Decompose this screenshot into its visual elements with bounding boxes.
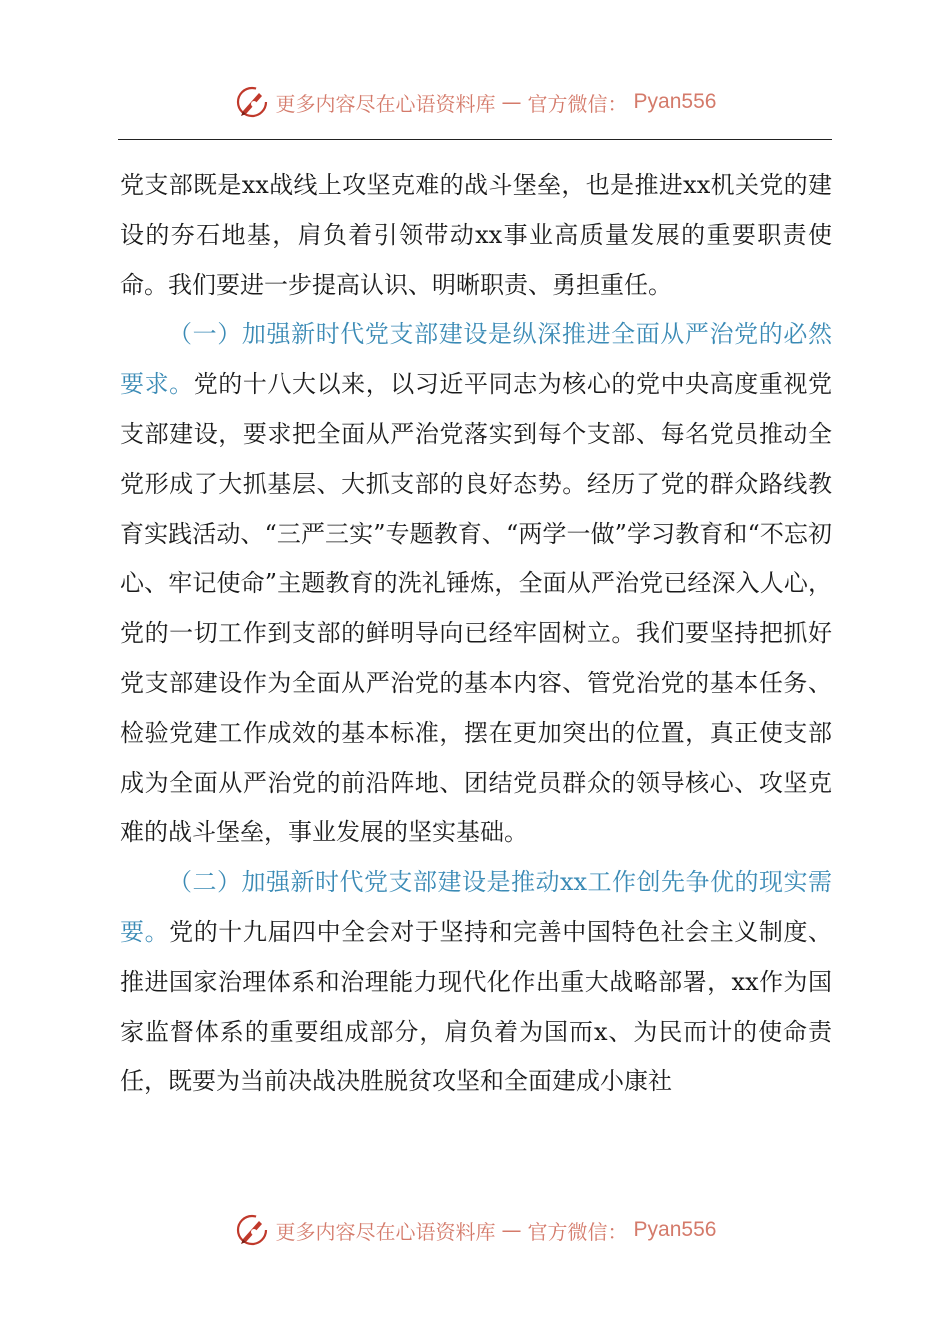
- section-two-heading: （二）加强新时代党支部建设是推动xx工作创先争优的现实需要。: [120, 868, 832, 946]
- document-body: [120, 161, 832, 1107]
- paragraph-intro-continued: 党支部既是xx战线上攻坚克难的战斗堡垒，也是推进xx机关党的建设的夯石地基，肩负着引领带动xx事业高质量发展的重要职责使命。我们要进一步提高认识、明晰职责、勇担重任。: [120, 171, 832, 299]
- paragraph-section-two: [120, 858, 832, 1107]
- banner-text: 更多内容尽在心语资料库: [275, 1219, 496, 1244]
- banner: [234, 84, 717, 120]
- page-footer-banner: [0, 1208, 950, 1252]
- paragraph-section-one: [120, 310, 832, 858]
- section-one-text: 党的十八大以来，以习近平同志为核心的党中央高度重视党支部建设，要求把全面从严治党落实到每个支部、每名党员推动全党形成了大抓基层、大抓支部的良好态势。经历了党的群众路线教育实践活动、“三严三实”专题教育、“两学一做”学习教育和“不忘初心、牢记使命”主题教育的洗礼锤炼，全面从严治党已经深入人心，党的一切工作到支部的鲜明导向已经牢固树立。我们要坚持把抓好党支部建设作为全面从严治党的基本内容、管党治党的基本任务、检验党建工作成效的基本标准，摆在更加突出的位置，真正使支部成为全面从严治党的前沿阵地、团结党员群众的领导核心、攻坚克难的战斗堡垒，事业发展的坚实基础。: [120, 370, 833, 847]
- banner-wechat-id: Pyan556: [633, 90, 717, 113]
- banner: [234, 1212, 717, 1248]
- pen-circle-logo-icon: [234, 1212, 270, 1248]
- header-divider: [118, 139, 832, 140]
- banner-label: 官方微信：: [527, 1219, 628, 1244]
- banner-separator: —: [501, 90, 522, 114]
- banner-separator: —: [501, 1218, 522, 1242]
- page-header-banner: [0, 80, 950, 124]
- banner-wechat-id: Pyan556: [633, 1218, 717, 1241]
- banner-label: 官方微信：: [527, 91, 628, 116]
- pen-circle-logo-icon: [234, 84, 270, 120]
- section-one-heading: （一）加强新时代党支部建设是纵深推进全面从严治党的必然要求。: [120, 320, 832, 399]
- banner-text: 更多内容尽在心语资料库: [275, 91, 496, 116]
- section-two-text: 党的十九届四中全会对于坚持和完善中国特色社会主义制度、推进国家治理体系和治理能力现代化作出重大战略部署，xx作为国家监督体系的重要组成部分，肩负着为国而x、为民而计的使命责任，既要为当前决战决胜脱贫攻坚和全面建成小康社: [120, 917, 833, 1096]
